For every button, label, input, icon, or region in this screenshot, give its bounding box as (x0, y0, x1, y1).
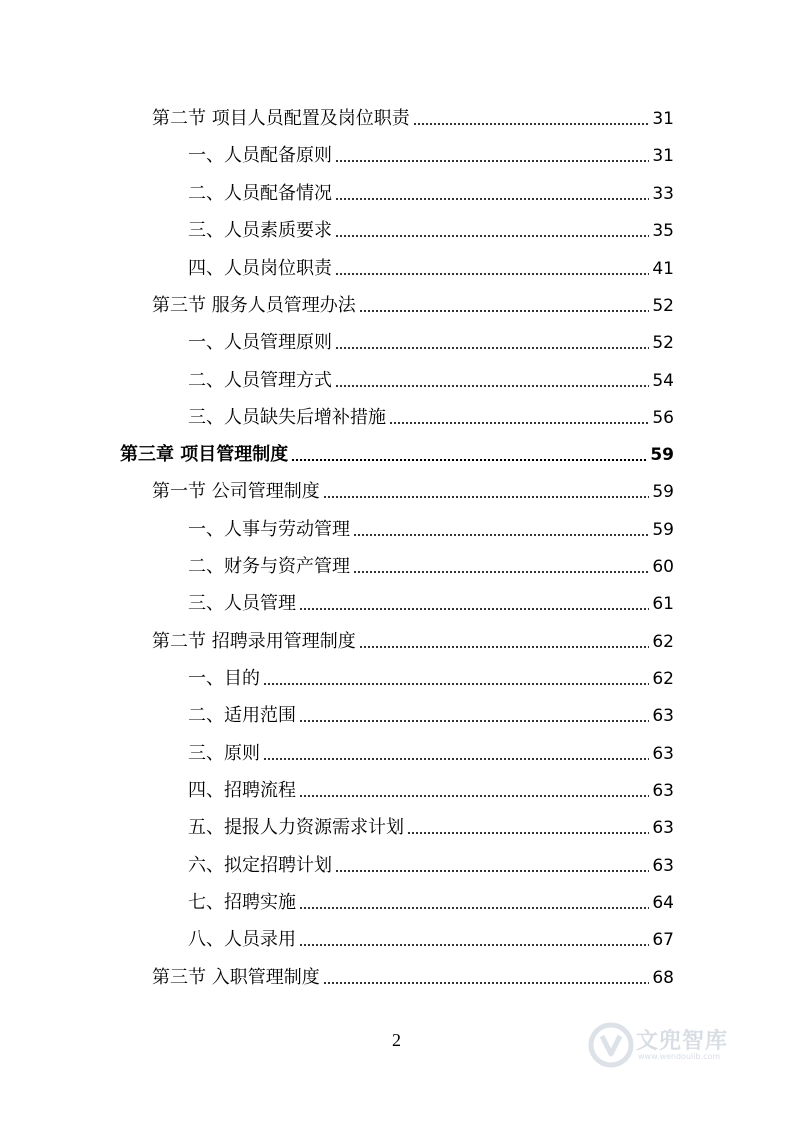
toc-entry-title: 五、提报人力资源需求计划 (188, 817, 404, 838)
toc-entry-page: 35 (652, 221, 674, 241)
toc-entry[interactable] (188, 853, 674, 879)
watermark-name: 文兜智库 (636, 1029, 729, 1054)
toc-entry-title: 第三节 入职管理制度 (152, 967, 320, 988)
dot-leader (263, 683, 649, 685)
toc-entry-page: 63 (652, 856, 674, 876)
dot-leader (323, 496, 650, 498)
dot-leader (335, 273, 649, 275)
dot-leader (335, 160, 649, 162)
toc-entry-title: 三、人员缺失后增补措施 (188, 407, 386, 428)
toc-entry-page: 63 (652, 818, 674, 838)
toc-entry-title: 二、人员管理方式 (188, 370, 332, 391)
dot-leader (335, 347, 649, 349)
dot-leader (291, 459, 647, 461)
toc-entry-title: 一、目的 (188, 668, 260, 689)
dot-leader (335, 235, 649, 237)
toc-entry-page: 63 (652, 781, 674, 801)
toc-entry[interactable] (152, 293, 674, 319)
toc-entry-page: 59 (652, 520, 674, 540)
toc-entry-title: 一、人事与劳动管理 (188, 519, 350, 540)
toc-entry[interactable] (152, 106, 674, 132)
toc-entry-page: 62 (652, 669, 674, 689)
toc-entry-page: 60 (652, 557, 674, 577)
toc-entry-page: 52 (652, 333, 674, 353)
toc-entry[interactable] (188, 703, 674, 729)
dot-leader (299, 795, 649, 797)
dot-leader (263, 758, 649, 760)
toc-entry-page: 68 (652, 968, 674, 988)
toc-entry[interactable] (188, 554, 674, 580)
dot-leader (389, 422, 649, 424)
toc-entry-page: 63 (652, 744, 674, 764)
dot-leader (299, 608, 649, 610)
toc-entry-title: 二、人员配备情况 (188, 183, 332, 204)
toc-entry[interactable] (188, 741, 674, 767)
dot-leader (335, 385, 649, 387)
toc-entry-title: 一、人员配备原则 (188, 145, 332, 166)
toc-entry[interactable] (188, 591, 674, 617)
toc-entry[interactable] (188, 368, 674, 394)
watermark (588, 1020, 758, 1072)
toc-entry[interactable] (188, 815, 674, 841)
dot-leader (359, 646, 650, 648)
toc-entry-title: 三、人员管理 (188, 593, 296, 614)
toc-entry[interactable] (152, 965, 674, 991)
dot-leader (353, 534, 649, 536)
toc-entry-title: 第二节 项目人员配置及岗位职责 (152, 108, 410, 129)
toc-entry[interactable] (188, 330, 674, 356)
toc-entry[interactable] (188, 927, 674, 953)
toc-entry-title: 二、财务与资产管理 (188, 556, 350, 577)
toc-entry-title: 四、人员岗位职责 (188, 258, 332, 279)
page-number: 2 (392, 1030, 401, 1050)
dot-leader (335, 198, 649, 200)
toc-entry-title: 六、拟定招聘计划 (188, 855, 332, 876)
toc-entry-page: 31 (652, 146, 674, 166)
toc-entry-page: 59 (652, 482, 674, 502)
toc-entry[interactable] (188, 181, 674, 207)
toc-entry-title: 第三章 项目管理制度 (120, 444, 289, 465)
toc-entry-page: 56 (652, 408, 674, 428)
toc-entry-page: 52 (652, 296, 674, 316)
toc-entry[interactable] (188, 256, 674, 282)
toc-entry[interactable] (188, 517, 674, 543)
toc-entry-page: 59 (650, 445, 674, 465)
toc-entry[interactable] (188, 890, 674, 916)
toc-entry[interactable] (152, 629, 674, 655)
toc-entry-page: 54 (652, 371, 674, 391)
toc-entry[interactable] (188, 143, 674, 169)
toc-entry-page: 61 (652, 594, 674, 614)
dot-leader (413, 123, 650, 125)
toc-entry-page: 64 (652, 893, 674, 913)
toc-entry[interactable] (152, 479, 674, 505)
toc-entry-page: 41 (652, 259, 674, 279)
toc-entry[interactable] (188, 778, 674, 804)
watermark-url: www.wendoulib.com (638, 1052, 721, 1061)
toc-entry-title: 三、人员素质要求 (188, 220, 332, 241)
toc-entry-title: 四、招聘流程 (188, 780, 296, 801)
toc-entry-title: 七、招聘实施 (188, 892, 296, 913)
toc-entry-title: 二、适用范围 (188, 705, 296, 726)
toc-entry[interactable] (188, 218, 674, 244)
toc-entry-title: 第一节 公司管理制度 (152, 481, 320, 502)
watermark-logo-icon (588, 1022, 634, 1068)
dot-leader (299, 720, 649, 722)
toc-entry[interactable] (188, 666, 674, 692)
toc-entry-page: 31 (652, 109, 674, 129)
dot-leader (335, 870, 649, 872)
dot-leader (353, 571, 649, 573)
toc-entry-page: 63 (652, 706, 674, 726)
toc-entry-title: 八、人员录用 (188, 929, 296, 950)
toc-entry-title: 第三节 服务人员管理办法 (152, 295, 356, 316)
toc-entry[interactable] (188, 405, 674, 431)
dot-leader (323, 982, 650, 984)
toc-entry-page: 67 (652, 930, 674, 950)
toc-entry-page: 33 (652, 184, 674, 204)
dot-leader (407, 832, 649, 834)
dot-leader (299, 907, 649, 909)
dot-leader (299, 944, 649, 946)
toc-entry-title: 一、人员管理原则 (188, 332, 332, 353)
toc-chapter-entry[interactable] (120, 442, 674, 468)
toc-entry-title: 第二节 招聘录用管理制度 (152, 631, 356, 652)
dot-leader (359, 310, 650, 312)
toc-entry-page: 62 (652, 632, 674, 652)
toc-entry-title: 三、原则 (188, 743, 260, 764)
